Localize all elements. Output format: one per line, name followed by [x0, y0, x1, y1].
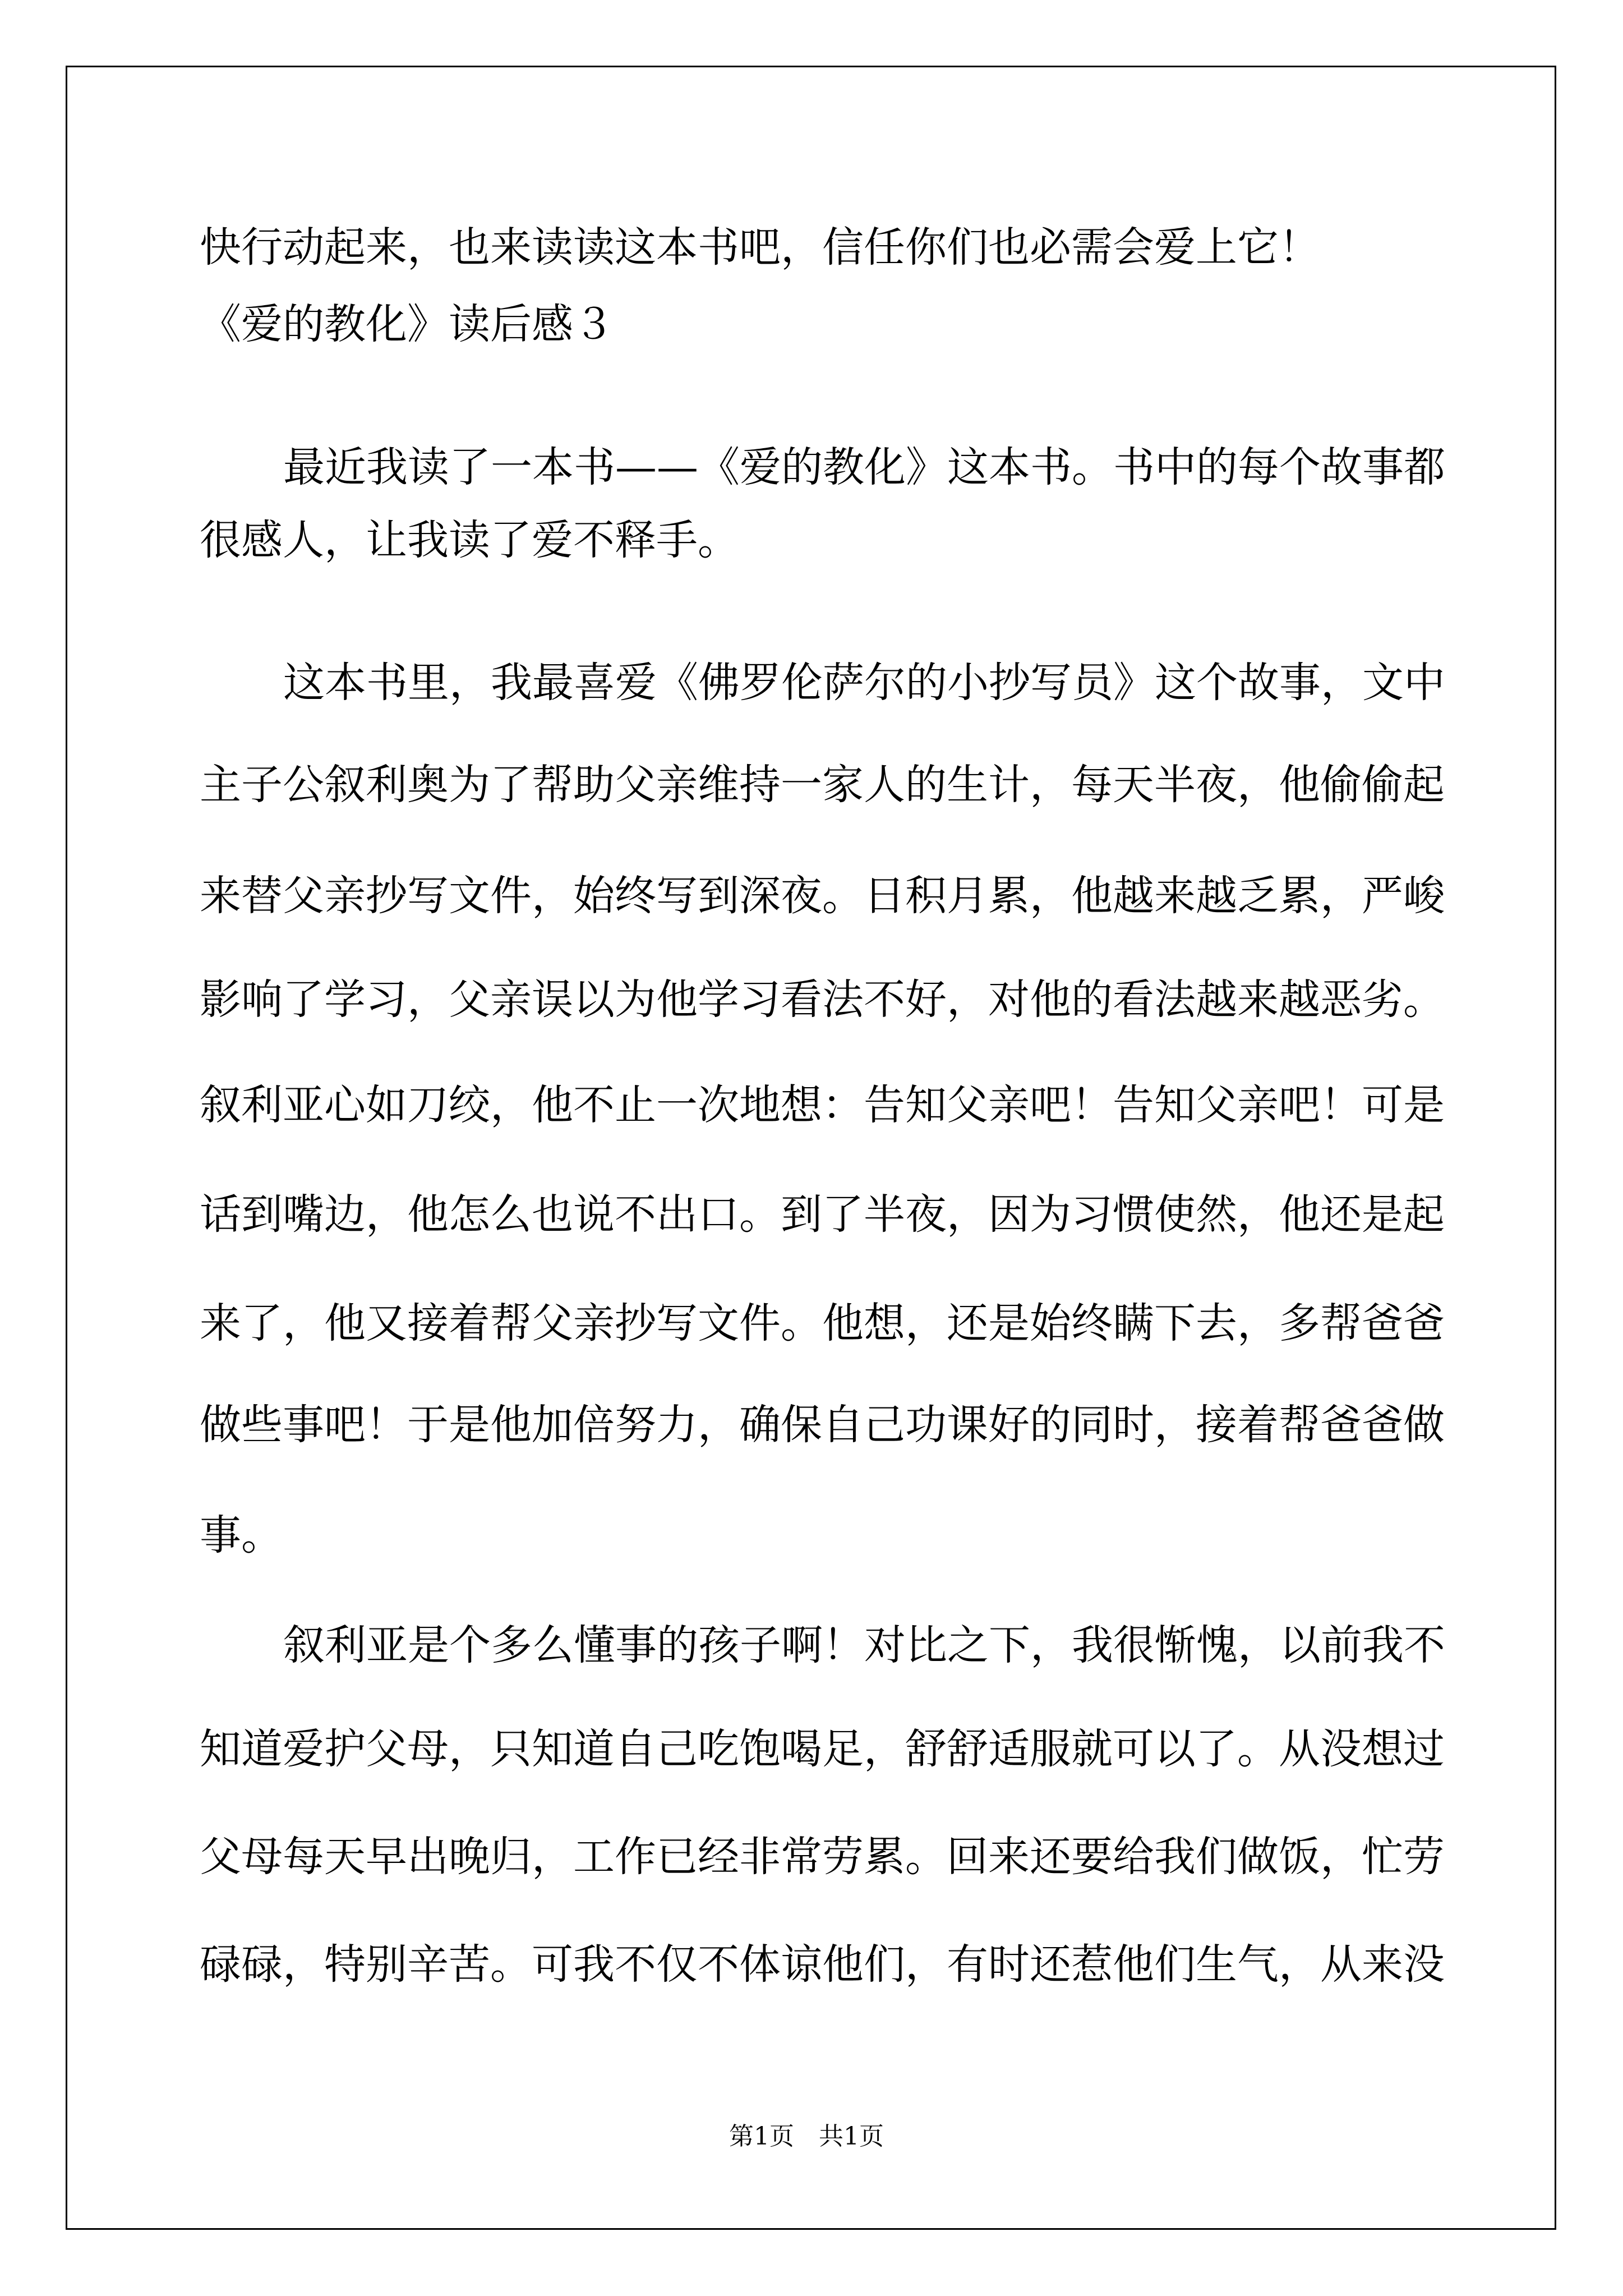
paragraph-line: 影响了学习，父亲误以为他学习看法不好，对他的看法越来越恶劣。: [200, 976, 1445, 1024]
page-footer: 第1页 共1页: [729, 2122, 884, 2151]
section-heading: 《爱的教化》读后感３: [200, 300, 615, 348]
paragraph-line: 事。: [200, 1511, 283, 1559]
page-border: [66, 66, 1556, 2230]
paragraph-line: 来了，他又接着帮父亲抄写文件。他想，还是始终瞒下去，多帮爸爸: [200, 1299, 1445, 1347]
paragraph-line: 主子公叙利奥为了帮助父亲维持一家人的生计，每天半夜，他偷偷起: [200, 761, 1445, 809]
paragraph-line: 来替父亲抄写文件，始终写到深夜。日积月累，他越来越乏累，严峻: [200, 872, 1445, 920]
paragraph-line: 最近我读了一本书——《爱的教化》这本书。书中的每个故事都: [283, 443, 1445, 491]
paragraph-line: 知道爱护父母，只知道自己吃饱喝足，舒舒适服就可以了。从没想过: [200, 1725, 1445, 1773]
paragraph-line: 叙利亚心如刀绞，他不止一次地想：告知父亲吧！告知父亲吧！可是: [200, 1081, 1445, 1129]
paragraph-line: 很感人，让我读了爱不释手。: [200, 516, 739, 564]
paragraph-line: 话到嘴边，他怎么也说不出口。到了半夜，因为习惯使然，他还是起: [200, 1190, 1445, 1239]
paragraph-line: 叙利亚是个多么懂事的孩子啊！对比之下，我很惭愧，以前我不: [283, 1621, 1445, 1669]
paragraph-line: 做些事吧！于是他加倍努力，确保自己功课好的同时，接着帮爸爸做: [200, 1401, 1445, 1449]
paragraph-line: 碌碌，特别辛苦。可我不仅不体谅他们，有时还惹他们生气，从来没: [200, 1940, 1445, 1989]
paragraph-line: 父母每天早出晚归，工作已经非常劳累。回来还要给我们做饭，忙劳: [200, 1833, 1445, 1881]
paragraph-line: 这本书里，我最喜爱《佛罗伦萨尔的小抄写员》这个故事，文中: [283, 659, 1445, 707]
text-line: 快行动起来，也来读读这本书吧，信任你们也必需会爱上它！: [200, 223, 1320, 272]
